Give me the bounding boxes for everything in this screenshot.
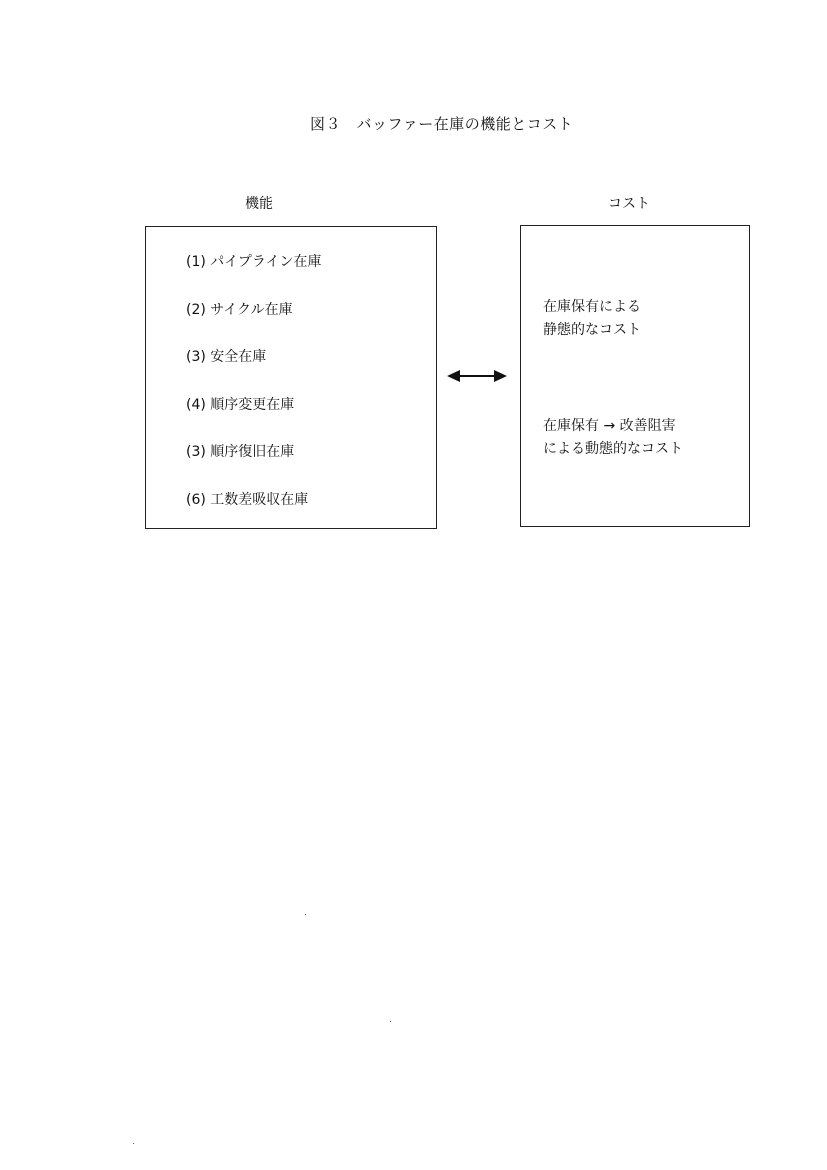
- costs-box: [520, 225, 750, 527]
- scan-speck: [390, 1021, 391, 1022]
- scan-speck: [305, 914, 306, 915]
- functions-box: [145, 226, 437, 529]
- scan-speck: [133, 1143, 134, 1144]
- function-item-pipeline: (1) パイプライン在庫: [186, 254, 322, 270]
- function-item-resequence: (4) 順序変更在庫: [186, 396, 295, 413]
- function-item-safety: (3) 安全在庫: [186, 349, 267, 365]
- static-cost-line-2: 静態的なコスト: [543, 322, 641, 338]
- dynamic-cost-text: [543, 415, 683, 461]
- dynamic-cost-line-2: による動態的なコスト: [543, 441, 683, 457]
- function-item-cycle: (2) サイクル在庫: [186, 301, 293, 318]
- dynamic-cost-line-1: 在庫保有 → 改善阻害: [543, 418, 676, 434]
- costs-heading: コスト: [608, 196, 650, 212]
- functions-list: [186, 252, 321, 537]
- double-headed-arrow-icon: [447, 369, 507, 383]
- function-item-workload-absorb: (6) 工数差吸収在庫: [186, 491, 309, 508]
- static-cost-line-1: 在庫保有による: [543, 299, 641, 315]
- static-cost-text: [543, 296, 641, 342]
- function-item-sequence-recovery: (3) 順序復旧在庫: [186, 444, 295, 460]
- functions-heading: 機能: [245, 196, 273, 212]
- figure-title: 図３ バッファー在庫の機能とコスト: [310, 115, 574, 133]
